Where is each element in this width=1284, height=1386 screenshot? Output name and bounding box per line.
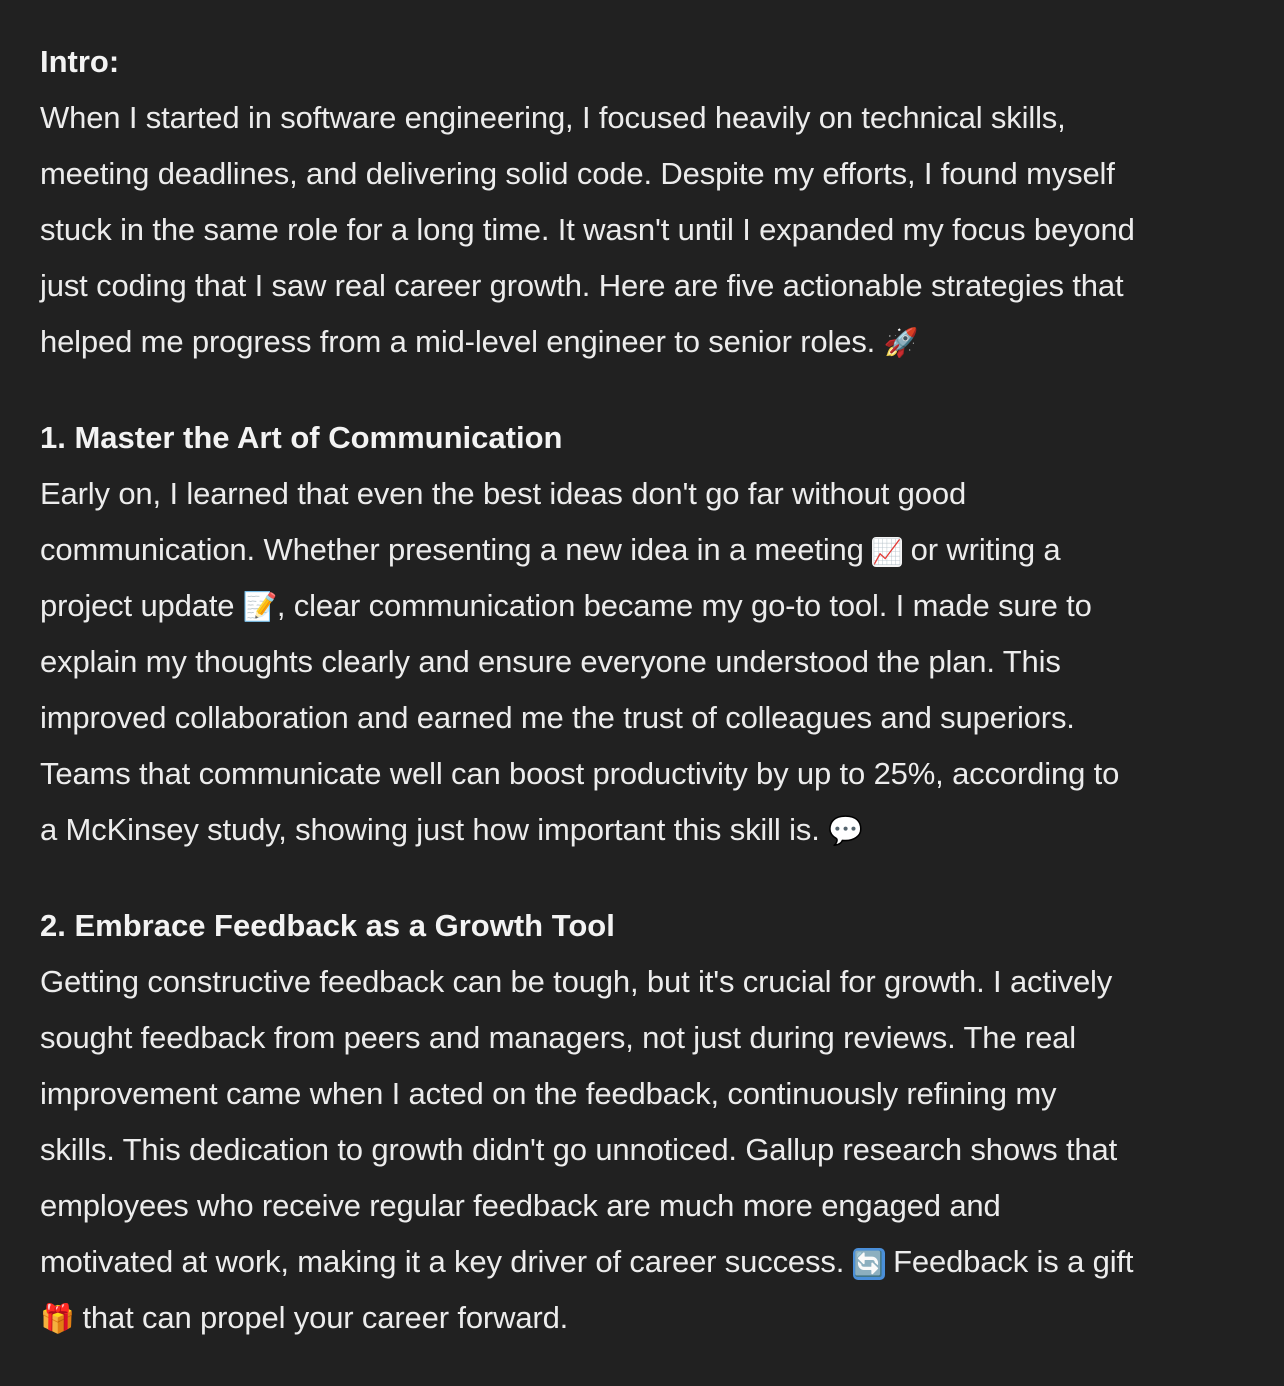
paragraph-line: When I started in software engineering, I focused heavily on technical skills, <box>40 100 1066 135</box>
paragraph-line: Getting constructive feedback can be tough, but it's crucial for growth. I actively <box>40 964 1113 999</box>
paragraph-line: just coding that I saw real career growth. Here are five actionable strategies that <box>40 268 1124 303</box>
paragraph-line: stuck in the same role for a long time. It wasn't until I expanded my focus beyond <box>40 212 1135 247</box>
section-heading: 2. Embrace Feedback as a Growth Tool <box>40 908 615 943</box>
section-communication <box>40 410 1244 858</box>
paragraph-line <box>40 802 1244 858</box>
paragraph-line: Teams that communicate well can boost productivity by up to 25%, according to <box>40 756 1120 791</box>
paragraph-line: Early on, I learned that even the best ideas don't go far without good <box>40 476 967 511</box>
section-heading: 1. Master the Art of Communication <box>40 420 563 455</box>
section-feedback <box>40 898 1244 1346</box>
paragraph-text: that can propel your career forward. <box>74 1300 569 1335</box>
paragraph-line: employees who receive regular feedback are much more engaged and <box>40 1188 1001 1223</box>
paragraph-line: explain my thoughts clearly and ensure everyone understood the plan. This <box>40 644 1061 679</box>
refresh-cycle-icon: 🔄 <box>853 1250 884 1278</box>
paragraph-line <box>40 1234 1244 1290</box>
paragraph-text: or writing a <box>902 532 1061 567</box>
chart-increasing-icon: 📈 <box>872 538 903 566</box>
paragraph-text: Feedback is a gift <box>884 1244 1134 1279</box>
paragraph-line: meeting deadlines, and delivering solid code. Despite my efforts, I found myself <box>40 156 1115 191</box>
paragraph-text: , clear communication became my go-to tool. I made sure to <box>276 588 1092 623</box>
gift-icon: 🎁 <box>40 1302 75 1335</box>
paragraph-text: a McKinsey study, showing just how important this skill is. <box>40 812 829 847</box>
paragraph-line: skills. This dedication to growth didn't go unnoticed. Gallup research shows that <box>40 1132 1118 1167</box>
paragraph-line: improvement came when I acted on the feedback, continuously refining my <box>40 1076 1057 1111</box>
paragraph-text: helped me progress from a mid-level engineer to senior roles. <box>40 324 876 359</box>
paragraph-line <box>40 314 1244 370</box>
intro-heading: Intro: <box>40 44 120 79</box>
rocket-icon: 🚀 <box>883 326 919 359</box>
paragraph-line <box>40 522 1244 578</box>
paragraph-line: sought feedback from peers and managers, not just during reviews. The real <box>40 1020 1077 1055</box>
paragraph-text: communication. Whether presenting a new idea in a meeting <box>40 532 873 567</box>
memo-icon: 📝 <box>242 590 278 623</box>
paragraph-line: improved collaboration and earned me the trust of colleagues and superiors. <box>40 700 1075 735</box>
speech-bubble-icon: 💬 <box>828 814 863 847</box>
paragraph-line <box>40 1290 1244 1346</box>
paragraph-line <box>40 578 1244 634</box>
paragraph-text: project update <box>40 588 243 623</box>
article-body <box>40 34 1244 1386</box>
section-intro <box>40 34 1244 370</box>
paragraph-text: motivated at work, making it a key driver of career success. <box>40 1244 853 1279</box>
